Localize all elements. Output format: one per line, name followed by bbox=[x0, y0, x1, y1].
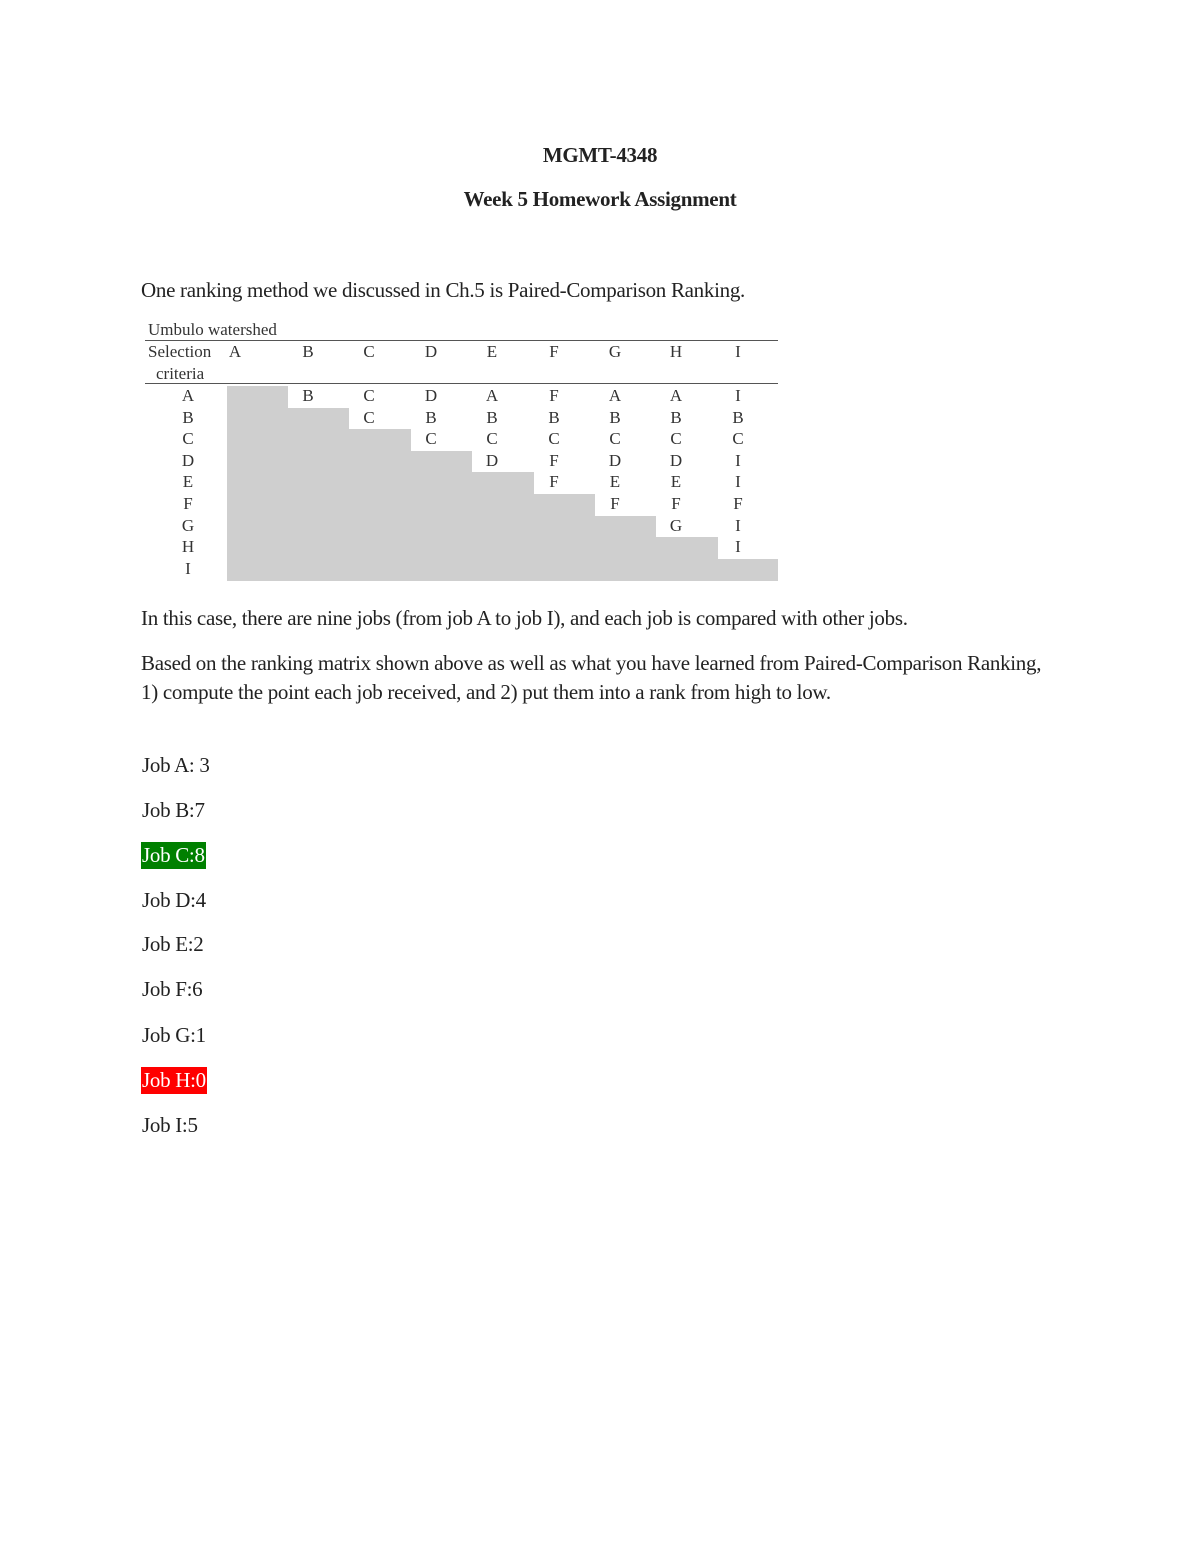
matrix-row-label: F bbox=[183, 494, 193, 513]
matrix-cell: D bbox=[424, 386, 438, 405]
job-score-line: Job G:1 bbox=[142, 1023, 206, 1047]
ranking-matrix bbox=[145, 318, 780, 582]
matrix-col-header: H bbox=[669, 342, 683, 361]
matrix-cell: C bbox=[363, 407, 375, 427]
job-score-line: Job E:2 bbox=[142, 932, 204, 956]
matrix-cell: I bbox=[735, 472, 741, 492]
matrix-cell: A bbox=[669, 386, 683, 405]
job-score-line: Job I:5 bbox=[142, 1113, 198, 1137]
matrix-shaded-region bbox=[227, 408, 349, 430]
matrix-cell: D bbox=[608, 450, 622, 470]
matrix-cell: F bbox=[671, 494, 681, 513]
matrix-row-label: E bbox=[182, 472, 194, 492]
matrix-col-header: G bbox=[608, 342, 622, 361]
matrix-cell: C bbox=[425, 429, 437, 449]
matrix-col-header: F bbox=[549, 342, 559, 361]
matrix-cell: B bbox=[486, 407, 498, 427]
matrix-cell: F bbox=[549, 386, 559, 405]
matrix-cell: G bbox=[669, 515, 683, 535]
matrix-cell: B bbox=[302, 386, 314, 405]
matrix-cell: A bbox=[485, 386, 499, 405]
job-score-line: Job H:0 bbox=[142, 1068, 206, 1092]
matrix-cell: C bbox=[732, 429, 744, 449]
matrix-cell: C bbox=[486, 429, 498, 449]
matrix-shaded-region bbox=[227, 537, 718, 559]
matrix-cell: E bbox=[670, 472, 682, 492]
matrix-cell: C bbox=[609, 429, 621, 449]
matrix-cell: F bbox=[610, 494, 620, 513]
job-score-line: Job F:6 bbox=[142, 977, 203, 1001]
matrix-cell: I bbox=[735, 386, 741, 405]
job-score-line: Job B:7 bbox=[142, 798, 205, 822]
matrix-row-label: I bbox=[185, 558, 191, 578]
matrix-shaded-region bbox=[227, 386, 288, 408]
instructions-paragraph: Based on the ranking matrix shown above as well as what you have learned from Paired-Comparison Ranking, 1) compute the point each job received, and 2) put them into a rank from high to low. bbox=[141, 651, 1042, 704]
job-score-line: Job D:4 bbox=[142, 888, 206, 912]
matrix-col-header: E bbox=[486, 342, 498, 361]
matrix-col-header: C bbox=[363, 342, 375, 361]
course-code: MGMT-4348 bbox=[542, 143, 658, 167]
matrix-row-header: Selection bbox=[148, 342, 212, 361]
matrix-cell: D bbox=[485, 450, 499, 470]
matrix-cell: I bbox=[735, 537, 741, 557]
matrix-cell: C bbox=[548, 429, 560, 449]
matrix-col-header: B bbox=[302, 342, 314, 361]
matrix-row-header-2: criteria bbox=[156, 364, 205, 383]
matrix-title: Umbulo watershed bbox=[148, 320, 277, 339]
matrix-cell: B bbox=[548, 407, 560, 427]
matrix-cell: C bbox=[363, 386, 375, 405]
matrix-cell: B bbox=[609, 407, 621, 427]
matrix-cell: D bbox=[669, 450, 683, 470]
matrix-row-label: C bbox=[182, 429, 194, 449]
matrix-cell: F bbox=[733, 494, 743, 513]
matrix-cell: B bbox=[732, 407, 744, 427]
matrix-cell: F bbox=[549, 450, 559, 470]
matrix-row-label: D bbox=[181, 450, 195, 470]
job-score-line: Job C:8 bbox=[142, 843, 205, 867]
matrix-row-label: A bbox=[181, 386, 195, 405]
job-score-line: Job A: 3 bbox=[142, 753, 210, 777]
matrix-cell: F bbox=[549, 472, 559, 492]
matrix-cell: C bbox=[670, 429, 682, 449]
matrix-col-header: A bbox=[228, 342, 242, 361]
matrix-col-header: D bbox=[424, 342, 438, 361]
matrix-cell: B bbox=[425, 407, 437, 427]
matrix-shaded-region bbox=[227, 516, 656, 538]
matrix-col-header: I bbox=[735, 342, 741, 361]
matrix-rule-header bbox=[145, 383, 778, 384]
case-paragraph: In this case, there are nine jobs (from job A to job I), and each job is compared with other jobs. bbox=[141, 606, 908, 630]
matrix-cell: I bbox=[735, 515, 741, 535]
matrix-row-label: B bbox=[182, 407, 194, 427]
matrix-cell: A bbox=[608, 386, 622, 405]
matrix-shaded-region bbox=[227, 559, 778, 581]
assignment-title: Week 5 Homework Assignment bbox=[463, 187, 737, 211]
matrix-cell: E bbox=[609, 472, 621, 492]
matrix-shaded-region bbox=[227, 494, 595, 516]
matrix-cell: I bbox=[735, 450, 741, 470]
matrix-rule-top bbox=[145, 340, 778, 341]
matrix-shaded-region bbox=[227, 451, 472, 473]
matrix-shaded-region bbox=[227, 429, 411, 451]
matrix-row-label: H bbox=[181, 537, 195, 557]
intro-paragraph: One ranking method we discussed in Ch.5 is Paired-Comparison Ranking. bbox=[141, 278, 745, 302]
matrix-shaded-region bbox=[227, 472, 534, 494]
matrix-cell: B bbox=[670, 407, 682, 427]
matrix-row-label: G bbox=[181, 515, 195, 535]
